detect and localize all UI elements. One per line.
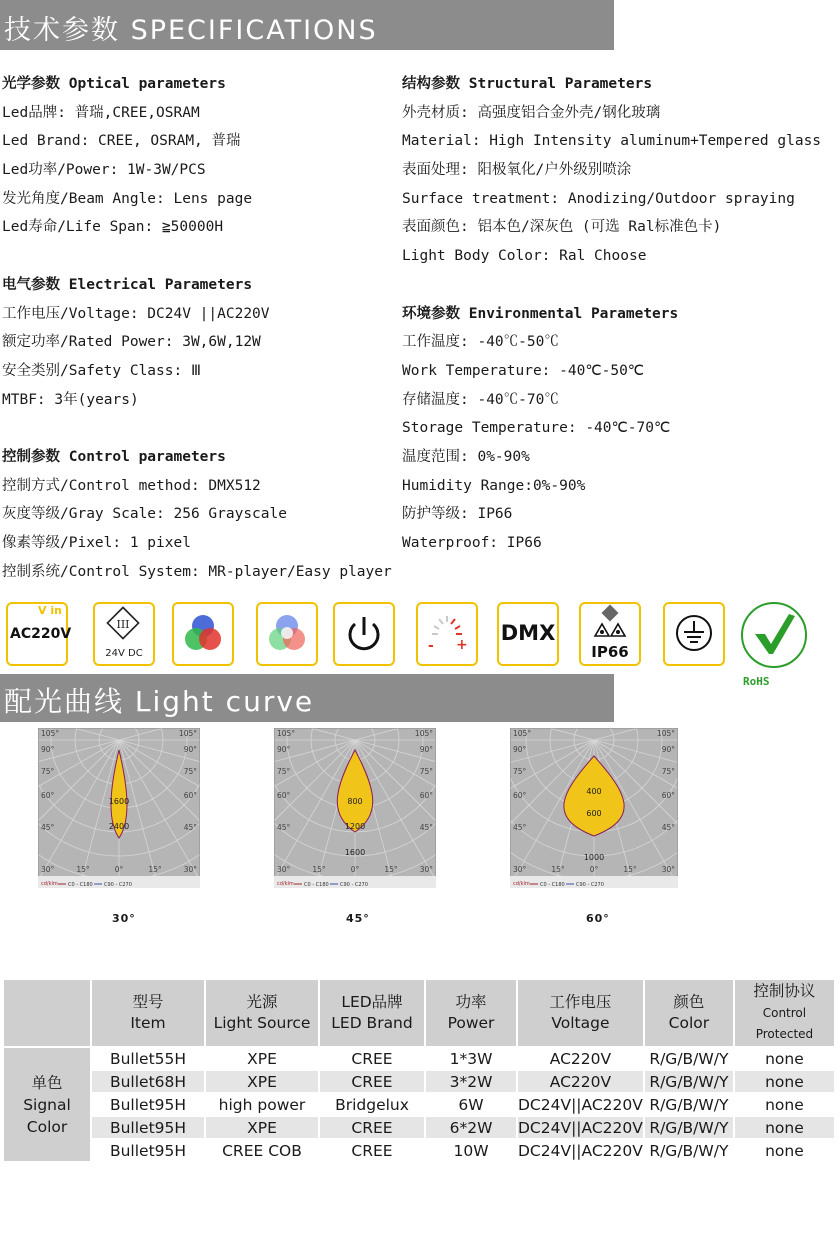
intensity-label: 600 xyxy=(586,809,602,818)
diamond-icon xyxy=(95,606,153,646)
optical-line: Led Brand: CREE, OSRAM, 普瑞 xyxy=(2,133,241,150)
table-cell: CREE xyxy=(320,1117,424,1138)
header-blank xyxy=(4,980,90,1046)
electrical-line: 工作电压/Voltage: DC24V ||AC220V xyxy=(2,305,270,322)
intensity-label: 2400 xyxy=(108,822,130,831)
group-label-cell xyxy=(4,1048,90,1161)
curve-caption-30: 30° xyxy=(112,912,136,925)
plus-label: + xyxy=(456,637,468,653)
structural-line: Material: High Intensity aluminum+Tempered glass xyxy=(402,133,822,150)
angle-tick-label: 45° xyxy=(513,823,527,832)
group-en: Signal xyxy=(23,1095,71,1114)
legend-c90-label: C90 - C270 xyxy=(104,882,132,888)
rohs-icon xyxy=(741,602,807,688)
angle-tick-label: 60° xyxy=(419,791,433,800)
optical-line: Led寿命/Life Span: ≧50000H xyxy=(2,219,224,236)
angle-tick-label: 105° xyxy=(277,729,296,738)
power-symbol-icon xyxy=(335,604,393,664)
table-row xyxy=(4,1094,834,1115)
table-cell: XPE xyxy=(206,1071,318,1092)
curve-caption-45: 45° xyxy=(346,912,370,925)
angle-tick-label: 30° xyxy=(419,865,433,874)
light-curve-30 xyxy=(38,728,200,888)
table-cell: DC24V||AC220V xyxy=(518,1095,643,1114)
angle-tick-label: 30° xyxy=(41,865,55,874)
control-line: 控制系统/Control System: MR-player/Easy player xyxy=(2,563,392,580)
header-led-brand xyxy=(320,980,424,1046)
header-light-source xyxy=(206,980,318,1046)
structural-line: 外壳材质: 高强度铝合金外壳/钢化玻璃 xyxy=(402,104,661,121)
table-cell: AC220V xyxy=(518,1071,643,1092)
environmental-line: Humidity Range:0%-90% xyxy=(402,477,586,494)
header-en: Color xyxy=(668,1014,710,1032)
table-cell: 3*2W xyxy=(426,1071,516,1092)
table-row xyxy=(4,1117,834,1138)
table-cell: DC24V||AC220V xyxy=(518,1141,643,1160)
angle-tick-label: 45° xyxy=(277,823,291,832)
angle-tick-label: 60° xyxy=(183,791,197,800)
table-cell: high power xyxy=(218,1095,306,1114)
angle-tick-label: 45° xyxy=(661,823,675,832)
table-cell: none xyxy=(765,1141,804,1160)
rohs-label: RoHS xyxy=(743,675,770,688)
ac-label: AC220V xyxy=(10,626,72,642)
product-spec-table xyxy=(2,978,836,1163)
environmental-line: 温度范围: 0%-90% xyxy=(402,448,530,465)
angle-tick-label: 105° xyxy=(178,729,197,738)
angle-tick-label: 30° xyxy=(661,865,675,874)
table-cell: Bridgelux xyxy=(335,1095,409,1114)
table-cell: XPE xyxy=(247,1049,277,1068)
header-control xyxy=(735,980,834,1046)
optical-title: 光学参数 Optical parameters xyxy=(2,76,226,92)
header-en: Item xyxy=(130,1014,166,1032)
intensity-label: 1200 xyxy=(344,822,366,831)
angle-tick-label: 30° xyxy=(277,865,291,874)
dimming-dial-icon xyxy=(418,604,476,664)
angle-tick-label: 75° xyxy=(513,767,527,776)
structural-line: Surface treatment: Anodizing/Outdoor spraying xyxy=(402,190,795,207)
polar-diagram-45 xyxy=(274,728,436,888)
table-row xyxy=(4,1071,834,1092)
table-cell: Bullet55H xyxy=(109,1049,187,1068)
feature-icons-row xyxy=(6,602,840,688)
legend-c0-label: C0 - C180 xyxy=(68,882,93,888)
header-cn: LED品牌 xyxy=(341,993,403,1011)
angle-tick-label: 15° xyxy=(312,865,326,874)
angle-tick-label: 45° xyxy=(41,823,55,832)
table-cell: R/G/B/W/Y xyxy=(649,1095,729,1114)
table-cell: none xyxy=(735,1071,834,1092)
legend-c90-label: C90 - C270 xyxy=(576,882,604,888)
table-cell: CREE xyxy=(351,1141,393,1160)
table-cell: Bullet68H xyxy=(92,1071,204,1092)
angle-tick-label: 0° xyxy=(589,865,599,874)
ground-icon xyxy=(663,602,725,666)
rgb-icon xyxy=(172,602,234,666)
header-en: Voltage xyxy=(551,1014,610,1032)
table-header-row xyxy=(4,980,834,1046)
environmental-line: 存储温度: -40℃-70℃ xyxy=(402,391,559,408)
dmx-label: DMX xyxy=(500,621,556,645)
electrical-line: MTBF: 3年(years) xyxy=(2,391,139,408)
angle-tick-label: 15° xyxy=(148,865,162,874)
table-cell: none xyxy=(735,1117,834,1138)
ac220v-icon xyxy=(6,602,72,666)
angle-tick-label: 60° xyxy=(277,791,291,800)
ip66-icon xyxy=(579,602,641,666)
intensity-label: 1600 xyxy=(108,797,130,806)
polar-diagram-60 xyxy=(510,728,678,888)
header-item xyxy=(92,980,204,1046)
curve-caption-60: 60° xyxy=(586,912,610,925)
intensity-label: 1600 xyxy=(344,848,366,857)
angle-tick-label: 75° xyxy=(183,767,197,776)
header-cn: 型号 xyxy=(132,993,164,1011)
light-curve-45 xyxy=(274,728,436,888)
electrical-title: 电气参数 Electrical Parameters xyxy=(2,276,253,293)
class3-text: III xyxy=(116,618,130,631)
angle-tick-label: 90° xyxy=(41,745,55,754)
header-cn: 功率 xyxy=(455,993,487,1011)
table-cell: R/G/B/W/Y xyxy=(645,1117,733,1138)
header-cn: 颜色 xyxy=(673,993,705,1011)
header-color xyxy=(645,980,733,1046)
angle-tick-label: 105° xyxy=(656,729,675,738)
angle-tick-label: 75° xyxy=(277,767,291,776)
group-cn: 单色 xyxy=(31,1073,63,1092)
electrical-line: 额定功率/Rated Power: 3W,6W,12W xyxy=(2,334,261,351)
environmental-line: Storage Temperature: -40℃-70℃ xyxy=(402,420,671,437)
table-cell: Bullet95H xyxy=(109,1095,187,1114)
angle-tick-label: 0° xyxy=(114,865,124,874)
left-spec-column xyxy=(2,70,432,586)
light-curve-header xyxy=(0,674,614,722)
rgbw-circles-icon xyxy=(258,604,316,664)
environmental-title: 环境参数 Environmental Parameters xyxy=(402,305,679,322)
right-spec-column xyxy=(402,70,832,558)
polar-diagram-30 xyxy=(38,728,200,888)
control-title: 控制参数 Control parameters xyxy=(2,448,226,465)
power-icon xyxy=(333,602,395,666)
structural-line: 表面颜色: 铝本色/深灰色 (可选 Ral标准色卡) xyxy=(402,219,722,236)
dimmer-icon xyxy=(416,602,478,666)
environmental-line: Work Temperature: -40℃-50℃ xyxy=(402,362,645,379)
check-mark-icon xyxy=(743,604,805,666)
table-cell: CREE xyxy=(351,1049,393,1068)
table-cell: Bullet95H xyxy=(92,1117,204,1138)
light-curve-60 xyxy=(510,728,675,888)
rgb-circles-icon xyxy=(174,604,232,664)
dmx-icon xyxy=(497,602,559,666)
table-cell: R/G/B/W/Y xyxy=(649,1049,729,1068)
environmental-line: 防护等级: IP66 xyxy=(402,506,513,523)
light-curve-title: 配光曲线 Light curve xyxy=(4,685,315,718)
specifications-header xyxy=(0,0,614,50)
table-cell: none xyxy=(765,1049,804,1068)
angle-tick-label: 105° xyxy=(414,729,433,738)
table-cell: 10W xyxy=(453,1141,489,1160)
header-cn: 控制协议 xyxy=(753,982,816,1000)
table-cell: AC220V xyxy=(549,1049,612,1068)
ip-label: IP66 xyxy=(591,643,629,661)
angle-tick-label: 75° xyxy=(661,767,675,776)
optical-line: Led功率/Power: 1W-3W/PCS xyxy=(2,162,206,179)
table-cell: none xyxy=(765,1095,804,1114)
header-en: Light Source xyxy=(213,1014,311,1032)
angle-tick-label: 30° xyxy=(513,865,527,874)
optical-line: 发光角度/Beam Angle: Lens page xyxy=(2,190,253,207)
table-cell: R/G/B/W/Y xyxy=(645,1071,733,1092)
dc-label: 24V DC xyxy=(105,648,143,659)
angle-tick-label: 90° xyxy=(183,745,197,754)
dust-water-icon xyxy=(581,604,639,642)
table-cell: Bullet95H xyxy=(109,1141,187,1160)
control-line: 灰度等级/Gray Scale: 256 Grayscale xyxy=(2,506,287,523)
intensity-label: 800 xyxy=(347,797,363,806)
structural-title: 结构参数 Structural Parameters xyxy=(402,76,653,92)
angle-tick-label: 15° xyxy=(551,865,565,874)
table-cell: 1*3W xyxy=(449,1049,493,1068)
angle-tick-label: 45° xyxy=(183,823,197,832)
legend-c0-label: C0 - C180 xyxy=(304,882,329,888)
structural-line: 表面处理: 阳极氧化/户外级别喷涂 xyxy=(402,162,632,179)
earth-ground-icon xyxy=(665,604,723,664)
table-cell: DC24V||AC220V xyxy=(518,1118,643,1137)
angle-tick-label: 15° xyxy=(623,865,637,874)
optical-line: Led品牌: 普瑞,CREE,OSRAM xyxy=(2,104,200,121)
angle-tick-label: 90° xyxy=(513,745,527,754)
minus-label: - xyxy=(428,638,434,654)
table-cell: XPE xyxy=(206,1117,318,1138)
header-power xyxy=(426,980,516,1046)
angle-tick-label: 60° xyxy=(661,791,675,800)
header-en: LED Brand xyxy=(331,1014,413,1032)
angle-tick-label: 45° xyxy=(419,823,433,832)
intensity-label: 400 xyxy=(586,787,602,796)
angle-tick-label: 30° xyxy=(183,865,197,874)
vin-label: V in xyxy=(38,604,62,617)
angle-tick-label: 15° xyxy=(76,865,90,874)
group-en: Color xyxy=(26,1117,68,1136)
header-voltage xyxy=(518,980,643,1046)
rgbw-icon xyxy=(256,602,318,666)
header-en: Power xyxy=(447,1014,495,1032)
control-line: 控制方式/Control method: DMX512 xyxy=(2,477,261,494)
angle-tick-label: 15° xyxy=(384,865,398,874)
control-line: 像素等级/Pixel: 1 pixel xyxy=(2,535,191,551)
angle-tick-label: 0° xyxy=(350,865,360,874)
legend-c0-label: C0 - C180 xyxy=(540,882,565,888)
table-cell: 6*2W xyxy=(426,1117,516,1138)
header-cn: 光源 xyxy=(246,993,278,1011)
unit-label: cd/klm xyxy=(41,881,58,887)
specifications-title: 技术参数 SPECIFICATIONS xyxy=(4,15,378,46)
legend-c90-label: C90 - C270 xyxy=(340,882,368,888)
angle-tick-label: 60° xyxy=(41,791,55,800)
table-row xyxy=(4,1140,834,1161)
angle-tick-label: 75° xyxy=(419,767,433,776)
table-cell: R/G/B/W/Y xyxy=(649,1141,729,1160)
electrical-line: 安全类别/Safety Class: Ⅲ xyxy=(2,362,201,379)
angle-tick-label: 90° xyxy=(419,745,433,754)
angle-tick-label: 90° xyxy=(277,745,291,754)
angle-tick-label: 75° xyxy=(41,767,55,776)
environmental-line: 工作温度: -40℃-50℃ xyxy=(402,334,559,351)
table-row xyxy=(4,1048,834,1069)
intensity-label: 1000 xyxy=(583,853,605,862)
unit-label: cd/klm xyxy=(513,881,530,887)
angle-tick-label: 105° xyxy=(513,729,532,738)
header-cn: 工作电压 xyxy=(549,993,612,1011)
structural-line: Light Body Color: Ral Choose xyxy=(402,248,647,265)
angle-tick-label: 60° xyxy=(513,791,527,800)
table-cell: CREE COB xyxy=(222,1141,302,1160)
table-cell: 6W xyxy=(458,1095,484,1114)
header-en: Control Protected xyxy=(755,1006,814,1041)
class-iii-24v-icon xyxy=(93,602,155,666)
unit-label: cd/klm xyxy=(277,881,294,887)
table-cell: CREE xyxy=(320,1071,424,1092)
angle-tick-label: 105° xyxy=(41,729,60,738)
environmental-line: Waterproof: IP66 xyxy=(402,535,542,551)
angle-tick-label: 90° xyxy=(661,745,675,754)
